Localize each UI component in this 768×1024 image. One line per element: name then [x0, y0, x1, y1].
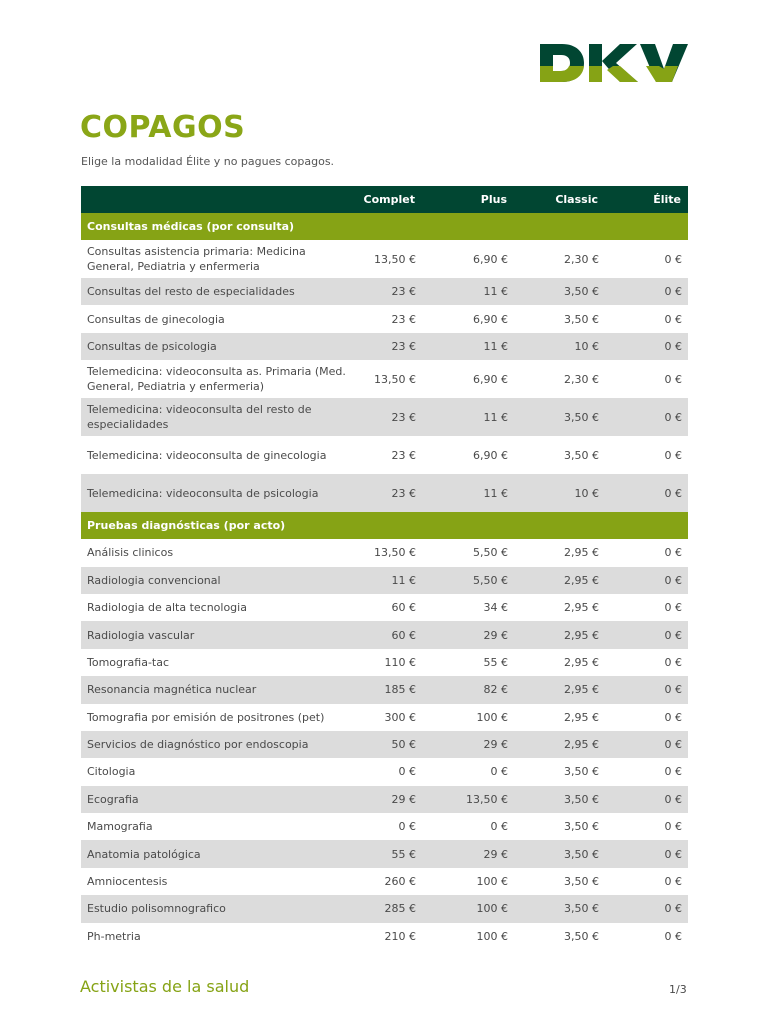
table-row	[81, 567, 688, 594]
table-row	[81, 278, 688, 305]
section-row	[81, 512, 688, 539]
cell-elite: 0 €	[664, 601, 682, 615]
table-row	[81, 305, 688, 332]
cell-elite: 0 €	[664, 448, 682, 462]
cell-plus: 55 €	[483, 655, 508, 669]
cell-complet: 60 €	[391, 601, 416, 615]
cell-plus: 0 €	[490, 765, 508, 779]
column-header-elite: Élite	[605, 186, 688, 213]
table-row	[81, 923, 688, 950]
table-row	[81, 398, 688, 436]
table-row	[81, 758, 688, 785]
cell-name: Radiologia convencional	[81, 567, 356, 594]
cell-elite: 0 €	[605, 676, 688, 703]
cell-classic: 3,50 €	[564, 448, 599, 462]
cell-complet: 23 €	[356, 333, 422, 360]
cell-classic: 2,95 €	[564, 546, 599, 560]
cell-plus: 11 €	[422, 398, 514, 436]
table-row	[81, 594, 688, 621]
cell-classic: 3,50 €	[514, 398, 605, 436]
cell-elite: 0 €	[605, 840, 688, 867]
cell-name: Telemedicina: videoconsulta de ginecologia	[87, 448, 327, 462]
cell-name: Tomografia-tac	[87, 655, 170, 669]
cell-elite: 0 €	[664, 546, 682, 560]
cell-name: Consultas de ginecologia	[87, 312, 225, 326]
footer-slogan: Activistas de la salud	[80, 977, 250, 996]
cell-complet: 23 €	[391, 448, 416, 462]
cell-complet: 210 €	[384, 929, 416, 943]
cell-complet: 11 €	[356, 567, 422, 594]
table-row	[81, 813, 688, 840]
cell-plus: 6,90 €	[473, 252, 508, 266]
cell-classic: 3,50 €	[564, 929, 599, 943]
dkv-logo	[540, 44, 688, 82]
cell-elite: 0 €	[605, 621, 688, 648]
cell-elite: 0 €	[664, 710, 682, 724]
cell-elite: 0 €	[664, 929, 682, 943]
cell-classic: 3,50 €	[514, 895, 605, 922]
cell-classic: 2,95 €	[564, 601, 599, 615]
cell-complet: 13,50 €	[374, 372, 416, 386]
cell-complet: 29 €	[356, 786, 422, 813]
cell-name: Anatomia patológica	[81, 840, 356, 867]
cell-complet: 260 €	[384, 875, 416, 889]
cell-elite: 0 €	[664, 252, 682, 266]
cell-complet: 23 €	[356, 474, 422, 512]
cell-plus: 6,90 €	[473, 312, 508, 326]
cell-classic: 3,50 €	[514, 840, 605, 867]
cell-name: Amniocentesis	[87, 875, 168, 889]
cell-name: Mamografia	[87, 820, 153, 834]
table-row	[81, 704, 688, 731]
cell-classic: 2,95 €	[514, 676, 605, 703]
cell-complet: 285 €	[356, 895, 422, 922]
cell-elite: 0 €	[605, 731, 688, 758]
cell-name: Radiologia de alta tecnologia	[87, 601, 247, 615]
cell-name: Radiologia vascular	[81, 621, 356, 648]
cell-classic: 10 €	[514, 474, 605, 512]
cell-name: Citologia	[87, 765, 136, 779]
cell-name: Análisis clinicos	[87, 546, 174, 560]
cell-complet: 13,50 €	[374, 252, 416, 266]
table-row	[81, 731, 688, 758]
cell-classic: 2,95 €	[564, 655, 599, 669]
cell-name: Consultas asistencia primaria: Medicina General, Pediatria y enfermeria	[87, 245, 306, 273]
cell-classic: 3,50 €	[514, 278, 605, 305]
cell-plus: 100 €	[476, 710, 508, 724]
cell-classic: 3,50 €	[564, 875, 599, 889]
cell-classic: 3,50 €	[514, 786, 605, 813]
table-row	[81, 474, 688, 512]
cell-elite: 0 €	[664, 875, 682, 889]
cell-plus: 82 €	[422, 676, 514, 703]
page-number: 1/3	[669, 983, 687, 996]
cell-plus: 29 €	[422, 731, 514, 758]
section-title: Consultas médicas (por consulta)	[81, 213, 688, 240]
page-subtitle: Elige la modalidad Élite y no pagues copagos.	[81, 155, 335, 168]
cell-plus: 6,90 €	[473, 448, 508, 462]
column-header-concept	[81, 186, 356, 213]
cell-plus: 100 €	[476, 875, 508, 889]
cell-plus: 0 €	[490, 820, 508, 834]
cell-plus: 11 €	[422, 278, 514, 305]
table-row	[81, 621, 688, 648]
cell-classic: 3,50 €	[564, 765, 599, 779]
cell-complet: 13,50 €	[374, 546, 416, 560]
cell-complet: 0 €	[398, 820, 416, 834]
cell-elite: 0 €	[605, 398, 688, 436]
cell-name: Telemedicina: videoconsulta del resto de especialidades	[81, 398, 356, 436]
cell-elite: 0 €	[605, 895, 688, 922]
cell-elite: 0 €	[664, 655, 682, 669]
cell-name: Ecografia	[81, 786, 356, 813]
table-row	[81, 240, 688, 278]
column-header-classic: Classic	[514, 186, 605, 213]
column-header-plus: Plus	[422, 186, 514, 213]
table-row	[81, 539, 688, 566]
table-row	[81, 649, 688, 676]
cell-plus: 5,50 €	[422, 567, 514, 594]
cell-name: Consultas de psicologia	[81, 333, 356, 360]
cell-plus: 6,90 €	[473, 372, 508, 386]
table-row	[81, 676, 688, 703]
cell-plus: 5,50 €	[473, 546, 508, 560]
cell-classic: 2,95 €	[564, 710, 599, 724]
cell-complet: 110 €	[384, 655, 416, 669]
cell-elite: 0 €	[605, 333, 688, 360]
cell-plus: 34 €	[483, 601, 508, 615]
cell-complet: 23 €	[356, 278, 422, 305]
table-row	[81, 868, 688, 895]
cell-elite: 0 €	[605, 786, 688, 813]
cell-elite: 0 €	[664, 372, 682, 386]
cell-plus: 29 €	[422, 621, 514, 648]
cell-complet: 23 €	[391, 312, 416, 326]
cell-classic: 2,95 €	[514, 731, 605, 758]
cell-classic: 2,30 €	[564, 252, 599, 266]
cell-complet: 300 €	[384, 710, 416, 724]
cell-name: Consultas del resto de especialidades	[81, 278, 356, 305]
section-row	[81, 213, 688, 240]
cell-complet: 0 €	[398, 765, 416, 779]
cell-complet: 23 €	[356, 398, 422, 436]
cell-complet: 60 €	[356, 621, 422, 648]
cell-classic: 3,50 €	[564, 312, 599, 326]
cell-elite: 0 €	[605, 474, 688, 512]
cell-classic: 2,30 €	[564, 372, 599, 386]
cell-plus: 100 €	[422, 895, 514, 922]
cell-classic: 2,95 €	[514, 621, 605, 648]
cell-name: Resonancia magnética nuclear	[81, 676, 356, 703]
table-row	[81, 895, 688, 922]
cell-name: Servicios de diagnóstico por endoscopia	[81, 731, 356, 758]
cell-complet: 50 €	[356, 731, 422, 758]
cell-classic: 3,50 €	[564, 820, 599, 834]
column-header-complet: Complet	[356, 186, 422, 213]
cell-elite: 0 €	[664, 765, 682, 779]
table-header-row	[81, 186, 688, 213]
cell-name: Tomografia por emisión de positrones (pet)	[87, 710, 325, 724]
table-row	[81, 333, 688, 360]
cell-elite: 0 €	[605, 567, 688, 594]
cell-classic: 10 €	[514, 333, 605, 360]
cell-elite: 0 €	[664, 312, 682, 326]
cell-elite: 0 €	[664, 820, 682, 834]
copagos-table	[81, 186, 688, 950]
table-row	[81, 360, 688, 398]
cell-plus: 100 €	[476, 929, 508, 943]
cell-plus: 11 €	[422, 333, 514, 360]
cell-classic: 2,95 €	[514, 567, 605, 594]
cell-complet: 185 €	[356, 676, 422, 703]
cell-plus: 11 €	[422, 474, 514, 512]
cell-name: Telemedicina: videoconsulta de psicologia	[81, 474, 356, 512]
cell-name: Telemedicina: videoconsulta as. Primaria (Med. General, Pediatria y enfermeria)	[87, 365, 346, 394]
cell-name: Estudio polisomnografico	[81, 895, 356, 922]
table-row	[81, 436, 688, 474]
table-row	[81, 786, 688, 813]
cell-plus: 13,50 €	[422, 786, 514, 813]
cell-complet: 55 €	[356, 840, 422, 867]
page-title: COPAGOS	[80, 110, 246, 145]
section-title: Pruebas diagnósticas (por acto)	[81, 512, 688, 539]
table-row	[81, 840, 688, 867]
table-body	[81, 213, 688, 950]
cell-plus: 29 €	[422, 840, 514, 867]
cell-name: Ph-metria	[87, 929, 141, 943]
cell-elite: 0 €	[605, 278, 688, 305]
